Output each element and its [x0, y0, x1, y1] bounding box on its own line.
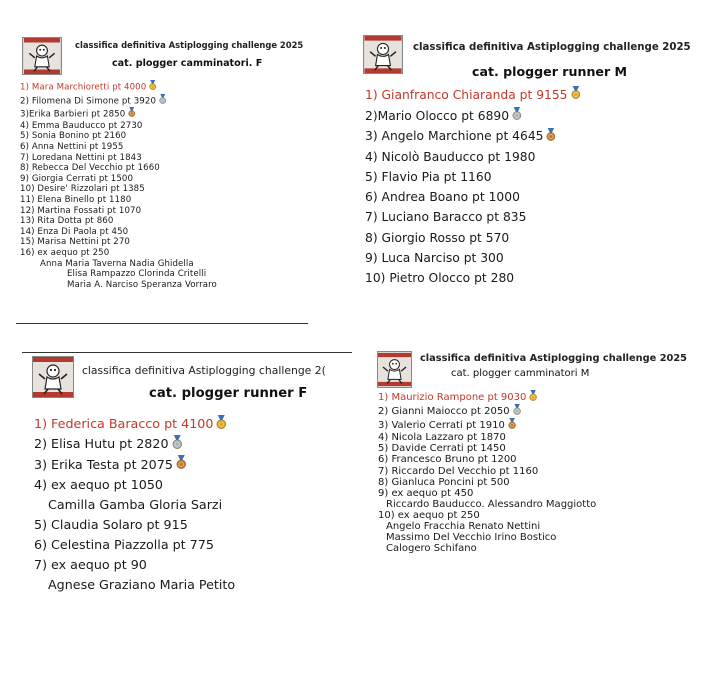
ranking-entry: [365, 228, 580, 248]
entry-text: 4) Nicola Lazzaro pt 1870: [378, 432, 506, 444]
entry-text: 13) Rita Dotta pt 860: [20, 216, 114, 227]
ranking-entry: [20, 80, 217, 94]
ranking-entry: [20, 206, 217, 217]
ranking-entry: [378, 390, 596, 404]
entry-text: 1) Federica Baracco pt 4100: [34, 416, 214, 431]
astiplogging-logo: [32, 356, 74, 398]
entry-text: 6) Andrea Boano pt 1000: [365, 190, 520, 205]
entry-text: Calogero Schifano: [386, 543, 477, 555]
gold-medal-icon: [216, 415, 227, 435]
ranking-entry: [378, 510, 596, 521]
ranking-entry: [378, 488, 596, 499]
ranking-entry: [378, 418, 596, 432]
entry-text: 8) Giorgio Rosso pt 570: [365, 230, 510, 245]
entry-text: 3) Valerio Cerrati pt 1910: [378, 420, 505, 432]
tied-names-row: [378, 521, 596, 532]
ranking-entry: [34, 535, 235, 555]
ranking-list: [20, 80, 217, 290]
entry-text: 5) Claudia Solaro pt 915: [34, 517, 188, 533]
entry-text: 4) ex aequo pt 1050: [34, 477, 163, 493]
ranking-entry: [20, 131, 217, 142]
panel-title: classifica definitiva Astiplogging challenge 2025: [413, 42, 691, 53]
entry-text: 10) Pietro Olocco pt 280: [365, 271, 515, 285]
category-heading: cat. plogger camminatori. F: [112, 58, 263, 69]
entry-text: 11) Elena Binello pt 1180: [20, 194, 132, 205]
tied-names-row: [378, 532, 596, 543]
entry-text: 2) Filomena Di Simone pt 3920: [20, 95, 157, 106]
ranking-entry: [20, 195, 217, 206]
ranking-entry: [365, 248, 580, 268]
ranking-entry: [365, 126, 580, 147]
ranking-entry: [34, 555, 235, 575]
entry-text: 15) Marisa Nettini pt 270: [20, 237, 130, 248]
astiplogging-logo: [363, 35, 403, 74]
entry-text: 7) ex aequo pt 90: [34, 556, 147, 572]
panel-title: classifica definitiva Astiplogging challenge 2025: [420, 353, 687, 364]
ranking-entry: [20, 121, 217, 132]
astiplogging-logo: [377, 351, 412, 388]
entry-text: Agnese Graziano Maria Petito: [48, 576, 236, 592]
entry-text: 10) ex aequo pt 250: [378, 509, 480, 521]
entry-text: 14) Enza Di Paola pt 450: [20, 226, 129, 237]
ranking-entry: [20, 142, 217, 153]
bronze-medal-icon: [508, 418, 516, 432]
tied-names-row: [34, 495, 235, 515]
entry-text: 1) Mara Marchioretti pt 4000: [20, 82, 147, 93]
entry-text: 5) Flavio Pia pt 1160: [365, 169, 492, 184]
ranking-entry: [378, 432, 596, 443]
ranking-entry: [365, 85, 580, 106]
ranking-entry: [20, 94, 217, 108]
tied-names-row: [34, 575, 235, 595]
ranking-entry: [365, 147, 580, 167]
ranking-entry: [378, 443, 596, 454]
entry-text: Angelo Fracchia Renato Nettini: [386, 521, 541, 533]
ranking-entry: [34, 455, 235, 475]
entry-text: 1) Gianfranco Chiaranda pt 9155: [365, 88, 568, 102]
ranking-entry: [378, 466, 596, 477]
panel-title: classifica definitiva Astiplogging challenge 2025: [75, 40, 304, 50]
tied-names-row: Anna Maria Taverna Nadia Ghidella: [40, 258, 194, 269]
gold-medal-icon: [571, 85, 581, 105]
category-heading: cat. plogger camminatori M: [451, 368, 590, 379]
bronze-medal-icon: [176, 455, 187, 475]
silver-medal-icon: [172, 435, 183, 455]
entry-text: 2) Gianni Maiocco pt 2050: [378, 406, 510, 418]
bronze-medal-icon: [546, 127, 556, 147]
tied-names-row: Elisa Rampazzo Clorinda Critelli: [67, 269, 207, 280]
ranking-list: [34, 414, 235, 595]
tied-names-row: Maria A. Narciso Speranza Vorraro: [67, 279, 217, 290]
gold-medal-icon: [149, 80, 157, 94]
entry-text: 3) Erika Testa pt 2075: [34, 456, 173, 472]
divider: [16, 323, 308, 324]
ranking-entry: [365, 268, 580, 288]
entry-text: Camilla Gamba Gloria Sarzi: [48, 497, 223, 513]
entry-text: Massimo Del Vecchio Irino Bostico: [386, 532, 557, 544]
category-heading: cat. plogger runner F: [149, 386, 308, 401]
ranking-entry: [20, 174, 217, 185]
panel-title: classifica definitiva Astiplogging challenge 2(: [82, 364, 326, 377]
entry-text: 4) Nicolò Bauducco pt 1980: [365, 149, 536, 164]
entry-text: 7) Luciano Baracco pt 835: [365, 210, 527, 225]
entry-text: 8) Gianluca Poncini pt 500: [378, 476, 510, 488]
ranking-entry: [365, 187, 580, 207]
ranking-entry: [34, 515, 235, 535]
entry-text: Riccardo Bauducco. Alessandro Maggiotto: [386, 498, 597, 510]
ranking-entry: [20, 163, 217, 174]
ranking-entry: [365, 106, 580, 127]
entry-text: 3) Angelo Marchione pt 4645: [365, 129, 544, 144]
silver-medal-icon: [513, 404, 521, 418]
ranking-entry: [378, 477, 596, 488]
entry-text: 9) ex aequo pt 450: [378, 487, 474, 499]
ranking-entry: [20, 237, 217, 248]
ranking-entry: [20, 227, 217, 238]
ranking-entry: [34, 434, 235, 454]
ranking-entry: [20, 107, 217, 121]
entry-text: 6) Anna Nettini pt 1955: [20, 141, 124, 152]
ranking-list: [365, 85, 580, 288]
entry-text: 9) Giorgia Cerrati pt 1500: [20, 173, 134, 184]
entry-text: 2) Elisa Hutu pt 2820: [34, 436, 169, 452]
entry-text: 4) Emma Bauducco pt 2730: [20, 120, 143, 131]
ranking-entry: [20, 216, 217, 227]
entry-text: 12) Martina Fossati pt 1070: [20, 205, 142, 216]
ranking-entry: [378, 454, 596, 465]
entry-text: 6) Celestina Piazzolla pt 775: [34, 537, 214, 553]
ranking-entry: [20, 184, 217, 195]
ranking-entry: [20, 153, 217, 164]
entry-text: 1) Maurizio Rampone pt 9030: [378, 392, 527, 404]
silver-medal-icon: [512, 106, 522, 126]
astiplogging-logo: [22, 37, 62, 75]
entry-text: 7) Riccardo Del Vecchio pt 1160: [378, 465, 539, 477]
category-heading: cat. plogger runner M: [472, 64, 628, 79]
entry-text: 8) Rebecca Del Vecchio pt 1660: [20, 163, 160, 174]
entry-text: 9) Luca Narciso pt 300: [365, 250, 504, 265]
silver-medal-icon: [159, 94, 167, 108]
entry-text: 6) Francesco Bruno pt 1200: [378, 454, 517, 466]
ranking-entry: [365, 207, 580, 227]
entry-text: 2)Mario Olocco pt 6890: [365, 108, 510, 123]
entry-text: 10) Desire' Rizzolari pt 1385: [20, 184, 145, 195]
ranking-entry: [34, 475, 235, 495]
ranking-entry: [34, 414, 235, 434]
ranking-entry: [365, 167, 580, 187]
bronze-medal-icon: [128, 107, 136, 121]
ranking-entry: [20, 248, 217, 259]
entry-text: 5) Davide Cerrati pt 1450: [378, 443, 506, 455]
entry-text: 3)Erika Barbieri pt 2850: [20, 109, 126, 120]
entry-text: 7) Loredana Nettini pt 1843: [20, 152, 142, 163]
gold-medal-icon: [529, 390, 537, 404]
entry-text: 16) ex aequo pt 250: [20, 247, 110, 258]
tied-names-row: [378, 543, 596, 554]
ranking-list: [378, 390, 596, 554]
divider: [22, 352, 352, 353]
tied-names-row: [378, 499, 596, 510]
entry-text: 5) Sonia Bonino pt 2160: [20, 131, 127, 142]
ranking-entry: [378, 404, 596, 418]
